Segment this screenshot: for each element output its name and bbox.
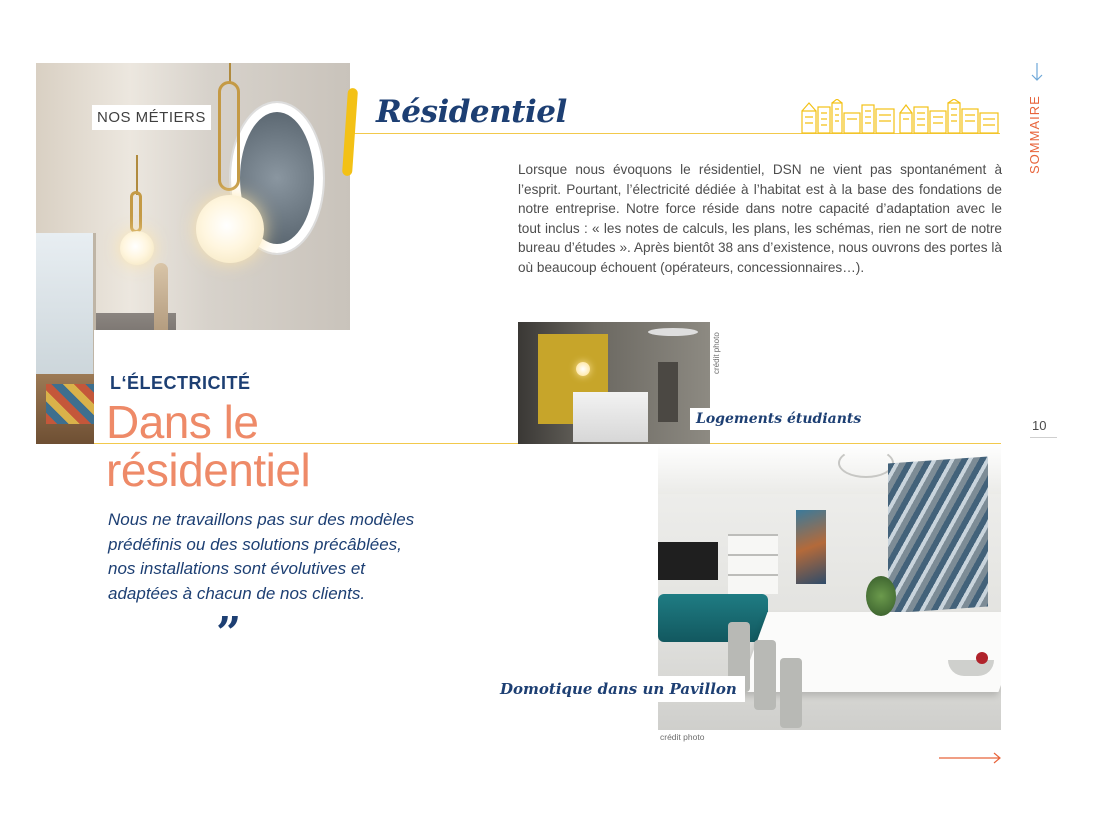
pendant-rod-small: [136, 155, 138, 195]
photo-door: [658, 362, 678, 422]
photo-tv: [658, 542, 718, 580]
pendant-globe-small: [120, 231, 154, 265]
arrow-down-icon[interactable]: [1030, 62, 1044, 82]
page-number: 10: [1032, 418, 1047, 433]
pendant-ring: [218, 81, 240, 191]
student-housing-photo: [518, 322, 710, 444]
photo-lamp: [576, 362, 590, 376]
photo-shelf: [728, 534, 778, 594]
photo-small-artwork: [796, 510, 826, 584]
pendant-globe-large: [196, 195, 264, 263]
quote-mark-icon: ”: [216, 608, 242, 659]
section-tag: NOS MÉTIERS: [92, 105, 211, 130]
dining-photo-credit: crédit photo: [660, 732, 705, 742]
photo-apple: [976, 652, 988, 664]
photo-window: [36, 233, 96, 393]
page-number-rule: [1030, 437, 1057, 438]
photo-chair: [780, 658, 802, 728]
panel-title: Dans le résidentiel: [106, 396, 311, 496]
dining-room-caption: Domotique dans un Pavillon: [492, 676, 745, 702]
photo-sofa: [658, 594, 768, 642]
photo-chandelier: [838, 448, 894, 478]
photo-large-artwork: [888, 457, 988, 614]
photo-dining-table: [738, 612, 1001, 692]
city-skyline-icon: [800, 99, 1000, 135]
photo-plant: [866, 576, 896, 616]
student-photo-credit: crédit photo: [712, 332, 721, 374]
pendant-ring-small: [130, 191, 142, 233]
photo-ceiling-light: [648, 328, 698, 336]
panel-quote: Nous ne travaillons pas sur des modèles prédéfinis ou des solutions précâblées, nos installations sont évolutives et adaptées à chacun de nos clients.: [108, 510, 415, 603]
student-housing-caption: Logements étudiants: [690, 408, 867, 430]
photo-bed: [573, 392, 648, 442]
section-title: Résidentiel: [376, 94, 567, 130]
intro-paragraph: Lorsque nous évoquons le résidentiel, DSN ne vient pas spontanément à l’esprit. Pourtant, l’électricité dédiée à l’habitat est à la base des fondations de notre entreprise. Notre force réside dans notre capacité d’adaptation avec le tout inclus : « les notes de calculs, les plans, les schémas, rien ne sort de notre bureau d’études ». Après bientôt 38 ans d’existence, nous ouvrons des portes là où beaucoup échouent (opérateurs, concessionnaires…).: [518, 162, 1002, 275]
panel-kicker: L‘ÉLECTRICITÉ: [110, 373, 251, 393]
pendant-rod: [229, 63, 231, 83]
arrow-right-icon[interactable]: [938, 751, 1002, 765]
sommaire-link[interactable]: SOMMAIRE: [1027, 95, 1042, 174]
photo-chair: [754, 640, 776, 710]
